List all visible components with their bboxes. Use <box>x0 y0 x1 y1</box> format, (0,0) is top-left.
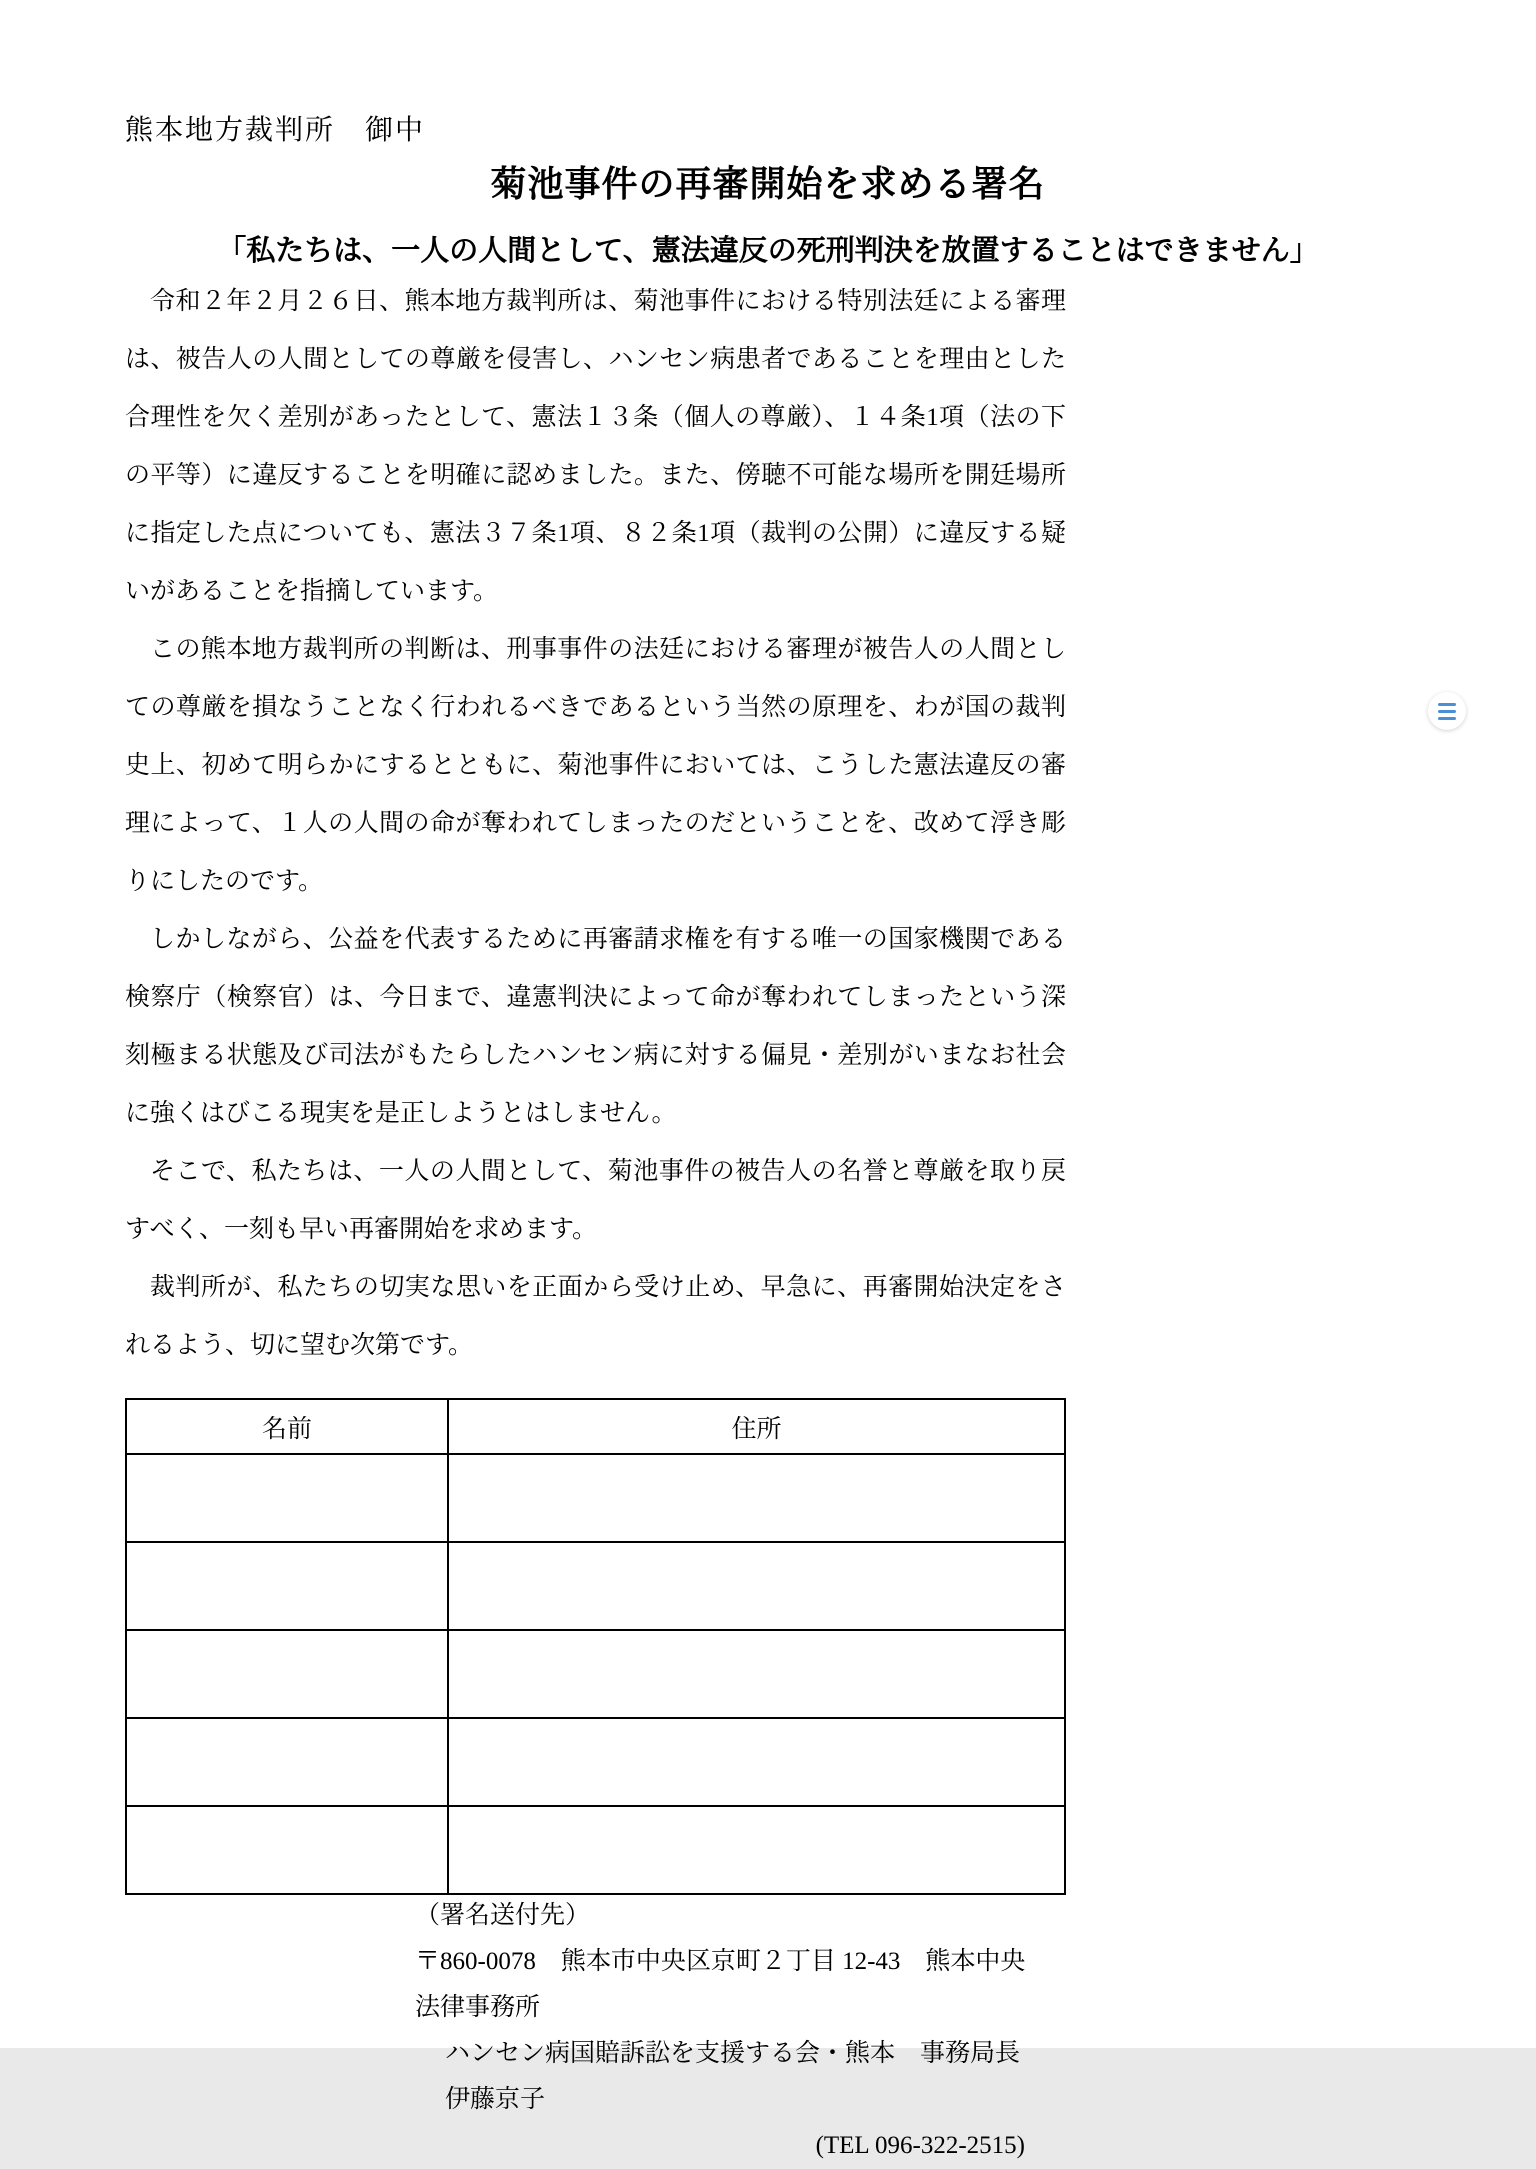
address-column-header: 住所 <box>448 1399 1065 1454</box>
address-cell <box>448 1630 1065 1718</box>
address-cell <box>448 1542 1065 1630</box>
name-cell <box>126 1454 448 1542</box>
signature-row <box>126 1630 1065 1718</box>
name-cell <box>126 1630 448 1718</box>
mailing-address: 〒860-0078 熊本市中央区京町２丁目 12-43 熊本中央法律事務所 <box>415 1948 1026 2021</box>
signature-row <box>126 1806 1065 1894</box>
document-subtitle: 「私たちは、一人の人間として、憲法違反の死刑判決を放置することはできません」 <box>217 235 1319 267</box>
paragraph-appeal: 裁判所が、私たちの切実な思いを正面から受け止め、早急に、再審開始決定をされるよう、切に望む次第です。 <box>125 1274 1066 1359</box>
address-cell <box>448 1806 1065 1894</box>
telephone-line: (TEL 096-322-2515) <box>815 2132 1025 2159</box>
footer-contact-block <box>415 1893 1046 2169</box>
paragraph-demand: そこで、私たちは、一人の人間として、菊池事件の被告人の名誉と尊厳を取り戻すべく、一刻も早い再審開始を求めます。 <box>125 1158 1066 1243</box>
signature-table <box>125 1398 1066 1895</box>
address-cell <box>448 1718 1065 1806</box>
address-cell <box>448 1454 1065 1542</box>
paragraph-prosecutors: しかしながら、公益を代表するために再審請求権を有する唯一の国家機関である検察庁（検察官）は、今日まで、違憲判決によって命が奪われてしまったという深刻極まる状態及び司法がもたらしたハンセン病に対する偏見・差別がいまなお社会に強くはびこる現実を是正しようとはしません。 <box>125 926 1066 1127</box>
document-title: 菊池事件の再審開始を求める署名 <box>490 163 1046 204</box>
name-cell <box>126 1718 448 1806</box>
hamburger-icon <box>1438 703 1456 720</box>
signature-row <box>126 1454 1065 1542</box>
signature-table-header-row <box>126 1399 1065 1454</box>
name-cell <box>126 1542 448 1630</box>
menu-toggle-button[interactable] <box>1428 692 1466 730</box>
send-to-label: （署名送付先） <box>415 1902 591 1929</box>
paragraph-ruling: 令和２年２月２６日、熊本地方裁判所は、菊池事件における特別法廷による審理は、被告人の人間としての尊厳を侵害し、ハンセン病患者であることを理由とした合理性を欠く差別があったとして、憲法１３条（個人の尊厳）、１４条1項（法の下の平等）に違反することを明確に認めました。また、傍聴不可能な場所を開廷場所に指定した点についても、憲法３７条1項、８２条1項（裁判の公開）に違反する疑いがあることを指摘しています。 <box>125 288 1066 605</box>
organization-line: ハンセン病国賠訴訟を支援する会・熊本 事務局長 伊藤京子 <box>445 2040 1046 2113</box>
name-cell <box>126 1806 448 1894</box>
body-text <box>125 273 1066 1375</box>
paragraph-significance: この熊本地方裁判所の判断は、刑事事件の法廷における審理が被告人の人間としての尊厳を損なうことなく行われるべきであるという当然の原理を、わが国の裁判史上、初めて明らかにするとともに、菊池事件においては、こうした憲法違反の審理によって、１人の人間の命が奪われてしまったのだということを、改めて浮き彫りにしたのです。 <box>125 636 1066 895</box>
signature-row <box>126 1542 1065 1630</box>
signature-row <box>126 1718 1065 1806</box>
recipient-line: 熊本地方裁判所 御中 <box>125 115 426 146</box>
name-column-header: 名前 <box>126 1399 448 1454</box>
